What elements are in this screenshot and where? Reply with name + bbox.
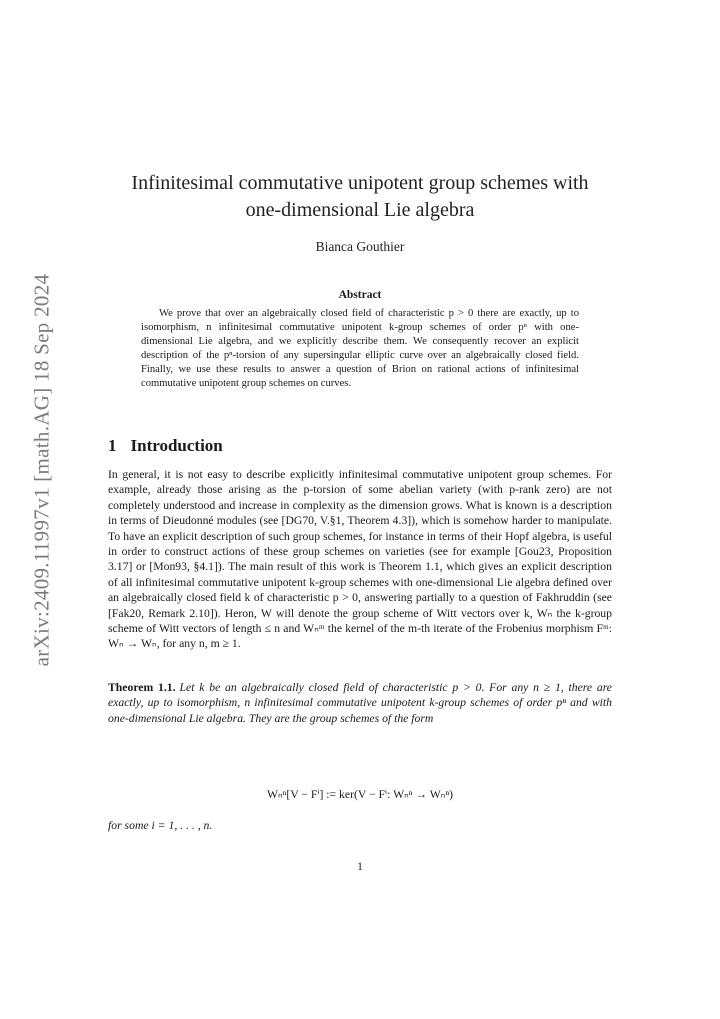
section-title: Introduction <box>130 436 223 455</box>
paper-title <box>108 170 612 224</box>
theorem-text: Let k be an algebraically closed field of characteristic p > 0. For any n ≥ 1, there are exactly, up to isomorphism, n infinitesimal commutative unipotent k-group schemes of order pⁿ and with one-dimensional Lie algebra. They are the group schemes of the form <box>108 681 612 725</box>
abstract-body: We prove that over an algebraically closed field of characteristic p > 0 there are exactly, up to isomorphism, n infinitesimal commutative unipotent k-group schemes of order pⁿ with one-dimensional Lie algebra, and we explicitly describe them. We consequently recover an explicit description of the pⁿ-torsion of any supersingular elliptic curve over an algebraically closed field. Finally, we use these results to answer a question of Brion on rational actions of infinitesimal commutative unipotent group schemes on curves. <box>141 308 579 389</box>
intro-paragraph: In general, it is not easy to describe explicitly infinitesimal commutative unipotent group schemes. For example, already those arising as the p-torsion of some abelian variety (with p-rank zero) are not completely understood and increase in complexity as the dimension grows. What is known is a description in terms of Dieudonné modules (see [DG70, V.§1, Theorem 4.3]), which is somehow harder to manipulate. To have an explicit description of such group schemes, for instance in terms of their Hopf algebra, is useful in order to construct actions of these group schemes on varieties (see for example [Gou23, Proposition 3.17] or [Mon93, §4.1]). The main result of this work is Theorem 1.1, which gives an explicit description of all infinitesimal commutative unipotent k-group schemes with one-dimensional Lie algebra defined over an algebraically closed field k of characteristic p > 0, answering partially to a question of Fakhruddin (see [Fak20, Remark 2.10]). Heron, W will denote the group scheme of Witt vectors over k, Wₙ the k-group scheme of Witt vectors of length ≤ n and Wₙᵐ the kernel of the m-th iterate of the Frobenius morphism Fᵐ: Wₙ → Wₙ, for any n, m ≥ 1. <box>108 468 612 651</box>
section-number: 1 <box>108 436 117 455</box>
theorem-label: Theorem 1.1. <box>108 681 176 694</box>
display-formula: Wₙⁿ[V − Fⁱ] := ker(V − Fⁱ: Wₙⁿ → Wₙⁿ) <box>266 788 454 801</box>
section-heading <box>108 436 223 456</box>
arxiv-identifier-stamp: arXiv:2409.11997v1 [math.AG] 18 Sep 2024 <box>29 273 54 667</box>
page-number: 1 <box>357 861 363 873</box>
theorem-block <box>108 680 612 726</box>
author-name: Bianca Gouthier <box>315 239 405 254</box>
abstract-heading: Abstract <box>338 289 382 301</box>
formula-continuation: for some i = 1, . . . , n. <box>108 819 213 832</box>
title-line-1: Infinitesimal commutative unipotent group schemes with <box>131 172 589 194</box>
title-line-2: one-dimensional Lie algebra <box>245 199 475 221</box>
